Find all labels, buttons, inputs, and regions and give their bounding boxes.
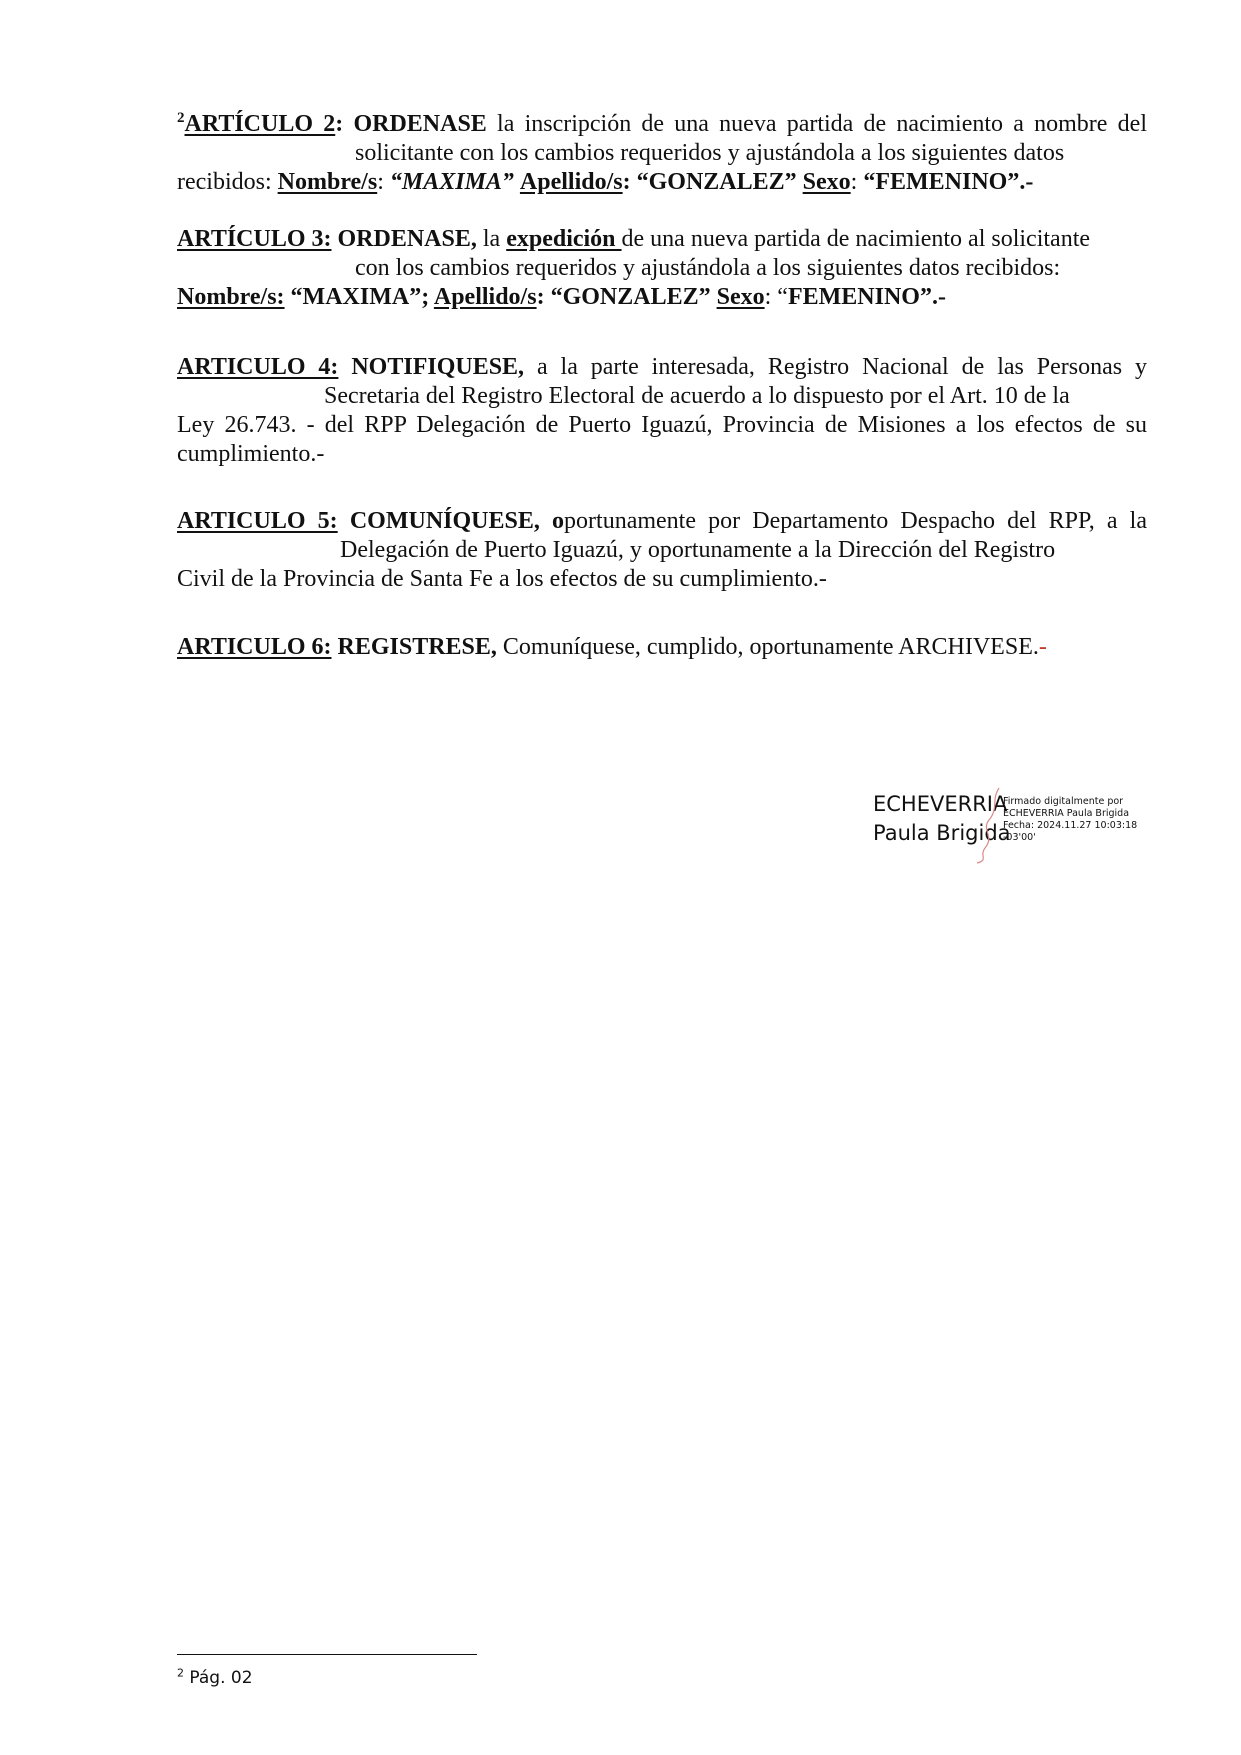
article-4	[177, 353, 1147, 469]
article-4-verb: NOTIFIQUESE,	[351, 354, 525, 380]
article-5-label: ARTICULO 5:	[177, 508, 338, 534]
article-5-line-3: Civil de la Provincia de Santa Fe a los efectos de su cumplimiento.-	[177, 566, 827, 592]
article-2-line-1: $^2$ARTÍCULO 2: ORDENASE la inscripción de una nueva partida de nacimiento a nombre del	[177, 110, 1147, 137]
article-3-line-1: ARTÍCULO 3: ORDENASE, la expedición de una nueva partida de nacimiento al solicitante	[177, 226, 1091, 252]
article-4-line-1: ARTICULO 4: NOTIFIQUESE, a la parte interesada, Registro Nacional de las Personas y	[177, 354, 1148, 380]
article-4-line-4: cumplimiento.-	[177, 441, 325, 467]
apellido-label: Apellido/s	[433, 284, 537, 310]
article-5-line-1: ARTICULO 5: COMUNÍQUESE, oportunamente por Departamento Despacho del RPP, a la	[177, 508, 1148, 534]
article-3-label: ARTÍCULO 3:	[177, 226, 332, 252]
article-2-line-3: recibidos: Nombre/s: “MAXIMA” Apellido/s: “GONZALEZ” Sexo: “FEMENINO”.-	[177, 169, 1034, 195]
article-6-label: ARTICULO 6:	[177, 634, 332, 660]
article-2-label: ARTÍCULO 2	[184, 111, 336, 137]
article-5-verb: COMUNÍQUESE, o	[349, 508, 565, 534]
signature-details: Firmado digitalmente por ECHEVERRIA Paula Brigida Fecha: 2024.11.27 10:03:18 -03'00'	[1003, 796, 1138, 843]
footnote-mark: 2	[177, 1666, 184, 1680]
article-6-line-1: ARTICULO 6: REGISTRESE, Comuníquese, cumplido, oportunamente ARCHIVESE.-	[177, 634, 1047, 660]
article-3	[177, 225, 1147, 312]
footnote-reference: 2	[177, 110, 185, 126]
article-4-line-2: Secretaria del Registro Electoral de acuerdo a lo dispuesto por el Art. 10 de la	[324, 383, 1070, 409]
sexo-value: FEMENINO”.-	[787, 284, 946, 310]
digital-signature	[873, 790, 1138, 860]
article-3-line-3: Nombre/s: “MAXIMA”; Apellido/s: “GONZALEZ” Sexo: “FEMENINO”.-	[177, 284, 946, 310]
article-6-verb: REGISTRESE,	[337, 634, 497, 660]
apellido-label: Apellido/s	[519, 169, 623, 195]
signer-name-line-1: ECHEVERRIA	[873, 792, 1008, 816]
sexo-label: Sexo	[716, 284, 765, 310]
sexo-value: “FEMENINO”.-	[863, 169, 1034, 195]
article-5-line-2: Delegación de Puerto Iguazú, y oportunamente a la Dirección del Registro	[340, 537, 1056, 563]
footnote-text: Pág. 02	[184, 1668, 253, 1688]
nombre-label: Nombre/s	[277, 169, 378, 195]
nombre-label: Nombre/s:	[177, 284, 285, 310]
footnote-separator	[177, 1654, 477, 1655]
article-2-verb: ORDENASE	[353, 111, 487, 137]
article-3-verb: ORDENASE,	[337, 226, 477, 252]
article-3-line-2: con los cambios requeridos y ajustándola a los siguientes datos recibidos:	[355, 255, 1061, 281]
article-2-line-2: solicitante con los cambios requeridos y ajustándola a los siguientes datos	[355, 140, 1065, 166]
nombre-value: “MAXIMA”	[389, 169, 514, 195]
article-6	[177, 633, 1147, 662]
article-4-label: ARTICULO 4:	[177, 354, 339, 380]
apellido-value: “GONZALEZ”	[636, 169, 797, 195]
article-5	[177, 507, 1147, 594]
apellido-value: “GONZALEZ”	[544, 284, 711, 310]
nombre-value: “MAXIMA”;	[284, 284, 430, 310]
sexo-label: Sexo	[802, 169, 851, 195]
article-2	[177, 110, 1147, 197]
footnote	[177, 1668, 253, 1688]
article-4-line-3: Ley 26.743. - del RPP Delegación de Puerto Iguazú, Provincia de Misiones a los efectos de su	[177, 412, 1147, 438]
signer-name-line-2: Paula Brigida	[873, 821, 1011, 845]
expedicion-term: expedición	[506, 226, 622, 252]
